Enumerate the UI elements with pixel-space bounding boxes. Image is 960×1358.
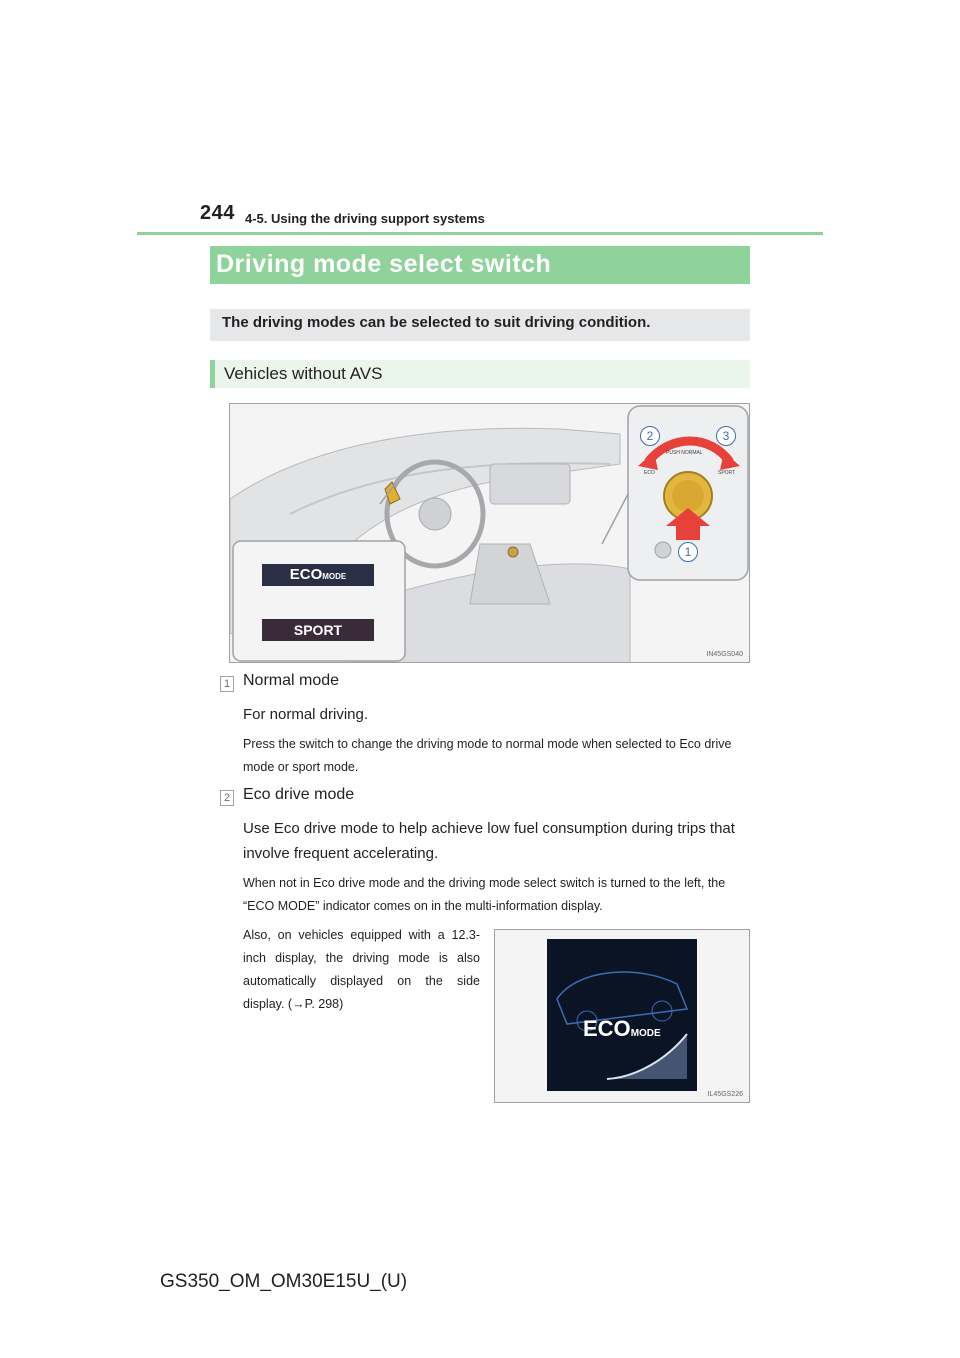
eco-mode-indicator-suffix: MODE bbox=[322, 572, 347, 581]
footer-code: GS350_OM_OM30E15U_(U) bbox=[160, 1271, 408, 1292]
side-display-illustration bbox=[494, 929, 750, 1103]
subsection-title: Vehicles without AVS bbox=[224, 364, 383, 383]
intro-text: The driving modes can be selected to suit driving condition. bbox=[222, 314, 651, 331]
header-rule bbox=[137, 232, 823, 235]
sport-mode-indicator bbox=[262, 619, 374, 641]
dashboard-illustration bbox=[229, 403, 750, 663]
item-number-2: 2 bbox=[220, 790, 234, 806]
switch-label-push-normal: PUSH NORMAL bbox=[666, 450, 703, 456]
item-text-normal: For normal driving. bbox=[243, 706, 369, 723]
item-text-eco: Use Eco drive mode to help achieve low fuel consumption during trips that involve frequent accelerating. bbox=[243, 820, 735, 862]
item-note-normal: Press the switch to change the driving mode to normal mode when selected to Eco drive mode or sport mode. bbox=[243, 737, 732, 774]
callout-3: 3 bbox=[716, 426, 736, 446]
eco-mode-indicator bbox=[262, 564, 374, 586]
sport-mode-indicator-main: SPORT bbox=[293, 622, 343, 638]
page-number: 244 bbox=[200, 202, 235, 224]
page-title: Driving mode select switch bbox=[216, 250, 552, 278]
callout-2: 2 bbox=[640, 426, 660, 446]
item-heading-normal: Normal mode bbox=[243, 672, 340, 689]
screen-eco-main: ECO bbox=[583, 1016, 631, 1041]
switch-label-sport: SPORT bbox=[718, 470, 736, 476]
figure-code: IN45GS040 bbox=[706, 651, 743, 658]
eco-mode-indicator-main: ECO bbox=[289, 566, 323, 583]
item-heading-eco: Eco drive mode bbox=[243, 786, 355, 803]
side-display-screen bbox=[547, 939, 697, 1091]
switch-label-eco: ECO bbox=[644, 470, 655, 476]
item-note-eco: When not in Eco drive mode and the driving mode select switch is turned to the left, the “ECO MODE” indicator comes on in the multi-information display. bbox=[243, 876, 726, 913]
callout-1: 1 bbox=[678, 542, 698, 562]
side-display-drawing bbox=[547, 939, 697, 1091]
item-number-1: 1 bbox=[220, 676, 234, 692]
figure2-code: IL45GS226 bbox=[707, 1091, 743, 1098]
screen-eco-suffix: MODE bbox=[630, 1028, 661, 1039]
screen-eco-mode bbox=[583, 1016, 661, 1042]
side-display-note: Also, on vehicles equipped with a 12.3-inch display, the driving mode is also automatically displayed on the side display. (→P. 298) bbox=[243, 928, 480, 1011]
section-label: 4-5. Using the driving support systems bbox=[245, 211, 485, 226]
